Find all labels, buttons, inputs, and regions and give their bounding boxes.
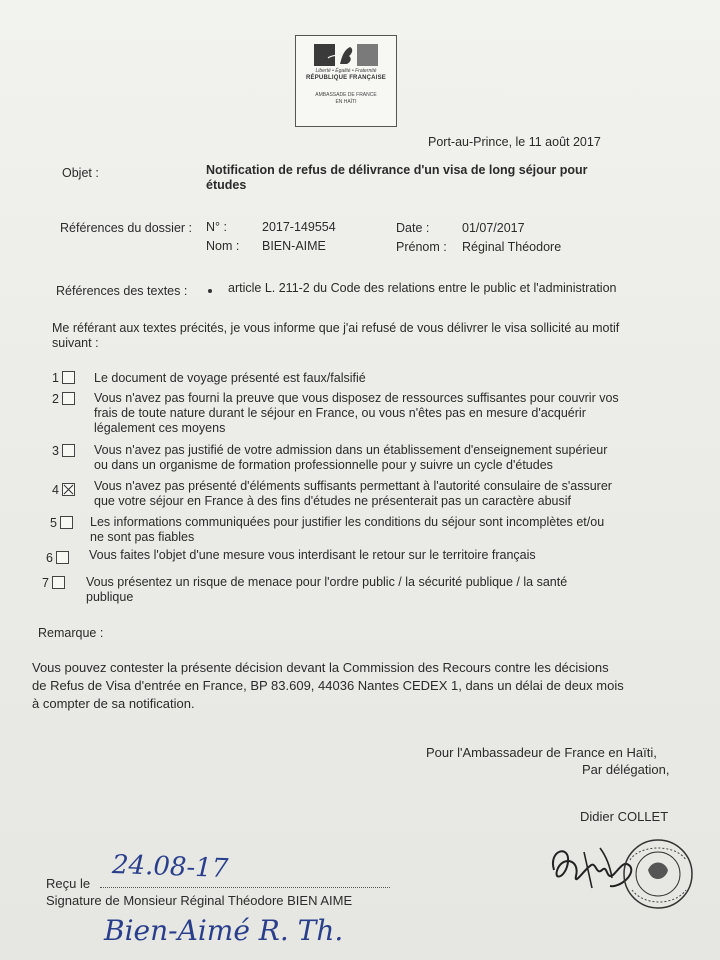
- recu-date-handwritten: 24.08-17: [111, 849, 229, 885]
- reason-number: 2: [52, 392, 59, 406]
- reason-line: Vous n'avez pas justifié de votre admission dans un établissement d'enseignement supérieur: [94, 443, 608, 457]
- reason-number: 6: [46, 551, 53, 565]
- reason-line: Le document de voyage présenté est faux/falsifié: [94, 371, 366, 385]
- reason-item: [42, 576, 65, 590]
- textes-item: article L. 211-2 du Code des relations entre le public et l'administration: [228, 281, 617, 295]
- reason-item: [52, 371, 75, 385]
- reason-item: [52, 444, 75, 458]
- republic-name: RÉPUBLIQUE FRANÇAISE: [305, 75, 386, 81]
- recours-line-2: de Refus de Visa d'entrée en France, BP 83.609, 44036 Nantes CEDEX 1, dans un délai de deux mois: [32, 678, 624, 693]
- reason-text: [94, 443, 607, 473]
- reason-text: [94, 479, 612, 509]
- reason-line: Vous présentez un risque de menace pour l'ordre public / la sécurité publique / la santé: [86, 575, 568, 589]
- reason-item: [52, 392, 75, 406]
- reason-line: Les informations communiquées pour justifier les conditions du séjour sont incomplètes et/ou: [90, 515, 605, 529]
- nom-value: BIEN-AIME: [262, 239, 326, 253]
- reason-text: [94, 371, 366, 386]
- republique-francaise-logo: [295, 35, 397, 127]
- num-label: N° :: [206, 220, 227, 234]
- nom-label: Nom :: [206, 239, 240, 253]
- reason-line: Vous faites l'objet d'une mesure vous interdisant le retour sur le territoire français: [89, 548, 536, 562]
- reason-line: Vous n'avez pas fourni la preuve que vous disposez de ressources suffisantes pour couvrir vos: [94, 391, 619, 405]
- reason-text: [94, 391, 619, 436]
- reason-text: [86, 575, 567, 605]
- objet-line-2: études: [206, 178, 247, 192]
- recours-line-1: Vous pouvez contester la présente décision devant la Commission des Recours contre les décisions: [32, 660, 609, 675]
- reason-line: ne sont pas fiables: [90, 530, 195, 544]
- dossier-label: Références du dossier :: [60, 221, 193, 235]
- reason-number: 7: [42, 576, 49, 590]
- reason-line: que votre séjour en France à des fins d'études ne présenterait pas un caractère abusif: [94, 494, 571, 508]
- intro-line-1: Me référant aux textes précités, je vous informe que j'ai refusé de vous délivrer le visa sollicité au motif: [52, 321, 620, 335]
- reason-number: 5: [50, 516, 57, 530]
- official-signature-stamp: [540, 830, 720, 920]
- reason-checkbox[interactable]: [62, 392, 75, 405]
- marianne-icon: [314, 44, 378, 66]
- signature-line-2: Par délégation,: [582, 762, 670, 777]
- prenom-value: Réginal Théodore: [462, 240, 562, 254]
- reason-checkbox[interactable]: [62, 371, 75, 384]
- motto: Liberté • Égalité • Fraternité: [315, 68, 377, 74]
- textes-label: Références des textes :: [56, 284, 188, 298]
- reason-item: [46, 551, 69, 565]
- reason-line: frais de toute nature durant le séjour en France, ou vous n'êtes pas en mesure d'acquérir: [94, 406, 586, 420]
- signature-line-1: Pour l'Ambassadeur de France en Haïti,: [426, 745, 657, 760]
- reason-text: [89, 548, 536, 563]
- intro-line-2: suivant :: [52, 336, 99, 350]
- reason-item: [52, 483, 75, 497]
- reason-number: 1: [52, 371, 59, 385]
- reason-checkbox[interactable]: [56, 551, 69, 564]
- reason-line: légalement ces moyens: [94, 421, 226, 435]
- reason-text: [90, 515, 604, 545]
- prenom-label: Prénom :: [396, 240, 447, 254]
- recu-date-line: [100, 887, 390, 888]
- signer-name: Didier COLLET: [580, 809, 669, 824]
- objet-line-1: Notification de refus de délivrance d'un visa de long séjour pour: [206, 163, 588, 177]
- reason-number: 4: [52, 483, 59, 497]
- reason-line: Vous n'avez pas présenté d'éléments suffisants permettant à l'autorité consulaire de s'assurer: [94, 479, 612, 493]
- reason-line: publique: [86, 590, 134, 604]
- recours-line-3: à compter de sa notification.: [32, 696, 195, 711]
- reason-checkbox[interactable]: [62, 444, 75, 457]
- reason-number: 3: [52, 444, 59, 458]
- embassy-line-1: AMBASSADE DE FRANCE: [315, 92, 377, 98]
- place-date: Port-au-Prince, le 11 août 2017: [428, 135, 601, 149]
- num-value: 2017-149554: [262, 220, 336, 234]
- reason-item: [50, 516, 73, 530]
- embassy-name: [296, 92, 396, 106]
- embassy-line-2: EN HAÏTI: [335, 99, 357, 105]
- reason-line: ou dans un organisme de formation professionnelle pour y suivre un cycle d'études: [94, 458, 553, 472]
- recu-label: Reçu le: [46, 876, 91, 891]
- handwritten-signature: Bien-Aimé R. Th.: [104, 914, 344, 947]
- reason-checkbox[interactable]: [60, 516, 73, 529]
- signature-label: Signature de Monsieur Réginal Théodore BIEN AIME: [46, 893, 353, 908]
- reason-checkbox[interactable]: [52, 576, 65, 589]
- reason-checkbox-checked[interactable]: [62, 483, 75, 496]
- date-label: Date :: [396, 221, 430, 235]
- date-value: 01/07/2017: [462, 221, 525, 235]
- remarque-label: Remarque :: [38, 626, 104, 640]
- objet-label: Objet :: [62, 166, 99, 180]
- bullet-icon: [208, 289, 212, 293]
